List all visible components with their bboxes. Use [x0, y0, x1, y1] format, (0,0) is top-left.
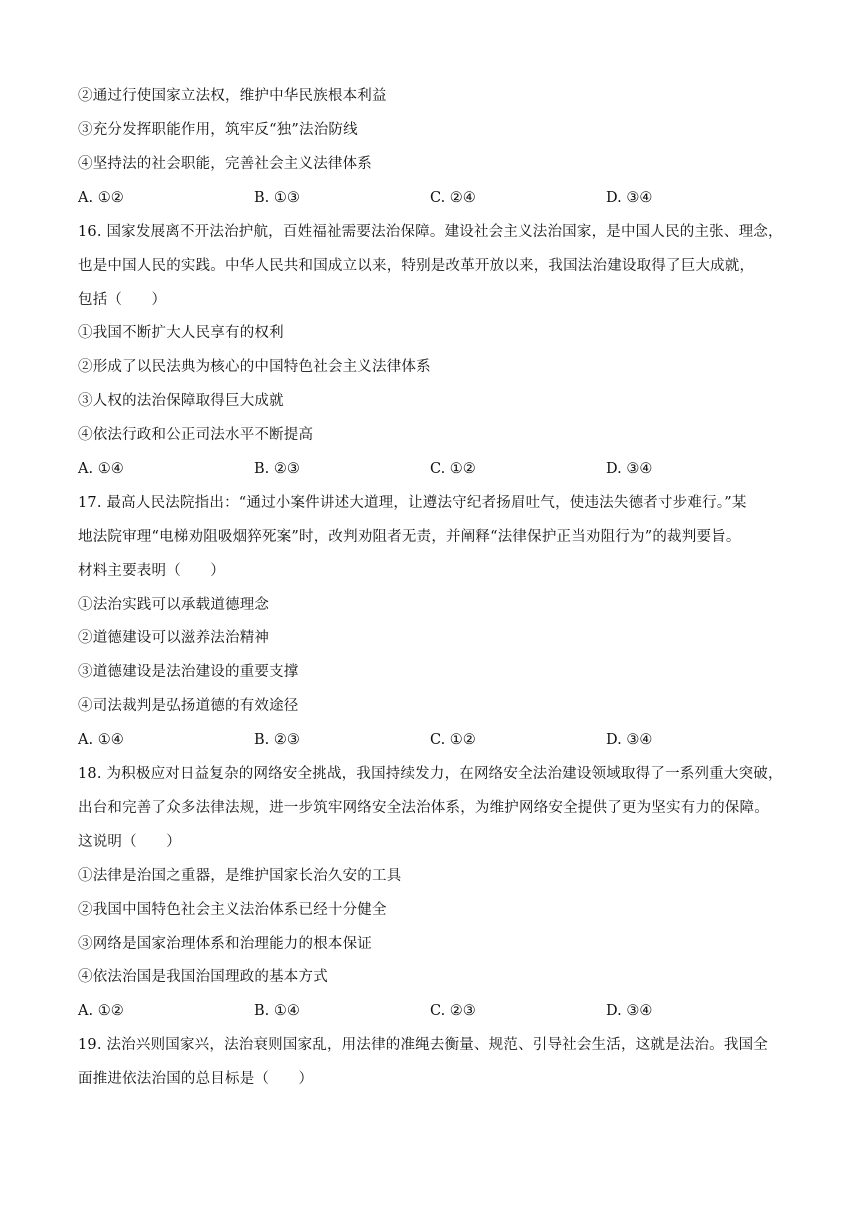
q19-stem-line-1: 19. 法治兴则国家兴，法治衰则国家乱，用法律的准绳去衡量、规范、引导社会生活，这就是法治。我国全 — [78, 1037, 768, 1053]
q15-item-2: ②通过行使国家立法权，维护中华民族根本利益 — [78, 88, 387, 104]
q16-option-c[interactable]: C. ①② — [430, 461, 476, 477]
q16-item-3: ③人权的法治保障取得巨大成就 — [78, 393, 284, 409]
q18-option-a[interactable]: A. ①② — [78, 1003, 124, 1019]
q17-option-d[interactable]: D. ③④ — [606, 732, 653, 748]
q17-item-1: ①法治实践可以承载道德理念 — [78, 597, 270, 613]
q15-options — [78, 188, 778, 208]
q15-option-c[interactable]: C. ②④ — [430, 190, 476, 206]
q17-stem-line-3: 材料主要表明（ ） — [78, 563, 225, 579]
q17-item-2: ②道德建设可以滋养法治精神 — [78, 630, 270, 646]
q16-option-a[interactable]: A. ①④ — [78, 461, 124, 477]
q16-stem-line-2: 也是中国人民的实践。中华人民共和国成立以来，特别是改革开放以来，我国法治建设取得了巨大成就， — [78, 258, 755, 274]
q17-item-4: ④司法裁判是弘扬道德的有效途径 — [78, 698, 299, 714]
q18-stem-line-2: 出台和完善了众多法律法规，进一步筑牢网络安全法治体系，为维护网络安全提供了更为坚实有力的保障。 — [78, 800, 769, 816]
q15-item-3: ③充分发挥职能作用，筑牢反“独”法治防线 — [78, 122, 358, 138]
q18-option-d[interactable]: D. ③④ — [606, 1003, 653, 1019]
q16-item-1: ①我国不断扩大人民享有的权利 — [78, 325, 284, 341]
q17-item-3: ③道德建设是法治建设的重要支撑 — [78, 664, 299, 680]
q19-stem-line-2: 面推进依法治国的总目标是（ ） — [78, 1071, 314, 1087]
q18-options — [78, 1001, 778, 1021]
q16-item-2: ②形成了以民法典为核心的中国特色社会主义法律体系 — [78, 359, 431, 375]
q16-stem-line-1: 16. 国家发展离不开法治护航，百姓福祉需要法治保障。建设社会主义法治国家，是中国人民的主张、理念， — [78, 224, 783, 240]
q18-option-b[interactable]: B. ①④ — [254, 1003, 300, 1019]
q18-item-4: ④依法治国是我国治国理政的基本方式 — [78, 969, 328, 985]
q18-stem-line-3: 这说明（ ） — [78, 834, 181, 850]
q17-stem-line-2: 地法院审理“电梯劝阻吸烟猝死案”时，改判劝阻者无责，并阐释“法律保护正当劝阻行为”的裁判要旨。 — [78, 529, 741, 545]
q16-option-b[interactable]: B. ②③ — [254, 461, 300, 477]
q17-stem-line-1: 17. 最高人民法院指出：“通过小案件讲述大道理，让遵法守纪者扬眉吐气，使违法失德者寸步难行。”某 — [78, 495, 747, 511]
q15-option-d[interactable]: D. ③④ — [606, 190, 653, 206]
q18-item-1: ①法律是治国之重器，是维护国家长治久安的工具 — [78, 868, 402, 884]
q15-option-a[interactable]: A. ①② — [78, 190, 124, 206]
q18-stem-line-1: 18. 为积极应对日益复杂的网络安全挑战，我国持续发力，在网络安全法治建设领域取得了一系列重大突破， — [78, 766, 783, 782]
q17-options — [78, 730, 778, 750]
q18-item-2: ②我国中国特色社会主义法治体系已经十分健全 — [78, 902, 387, 918]
q17-option-c[interactable]: C. ①② — [430, 732, 476, 748]
q16-options — [78, 459, 778, 479]
q17-option-b[interactable]: B. ②③ — [254, 732, 300, 748]
q18-item-3: ③网络是国家治理体系和治理能力的根本保证 — [78, 936, 372, 952]
q18-option-c[interactable]: C. ②③ — [430, 1003, 476, 1019]
q16-stem-line-3: 包括（ ） — [78, 292, 167, 308]
q15-item-4: ④坚持法的社会职能，完善社会主义法律体系 — [78, 156, 372, 172]
q16-option-d[interactable]: D. ③④ — [606, 461, 653, 477]
q16-item-4: ④依法行政和公正司法水平不断提高 — [78, 427, 314, 443]
q15-option-b[interactable]: B. ①③ — [254, 190, 300, 206]
q17-option-a[interactable]: A. ①④ — [78, 732, 124, 748]
